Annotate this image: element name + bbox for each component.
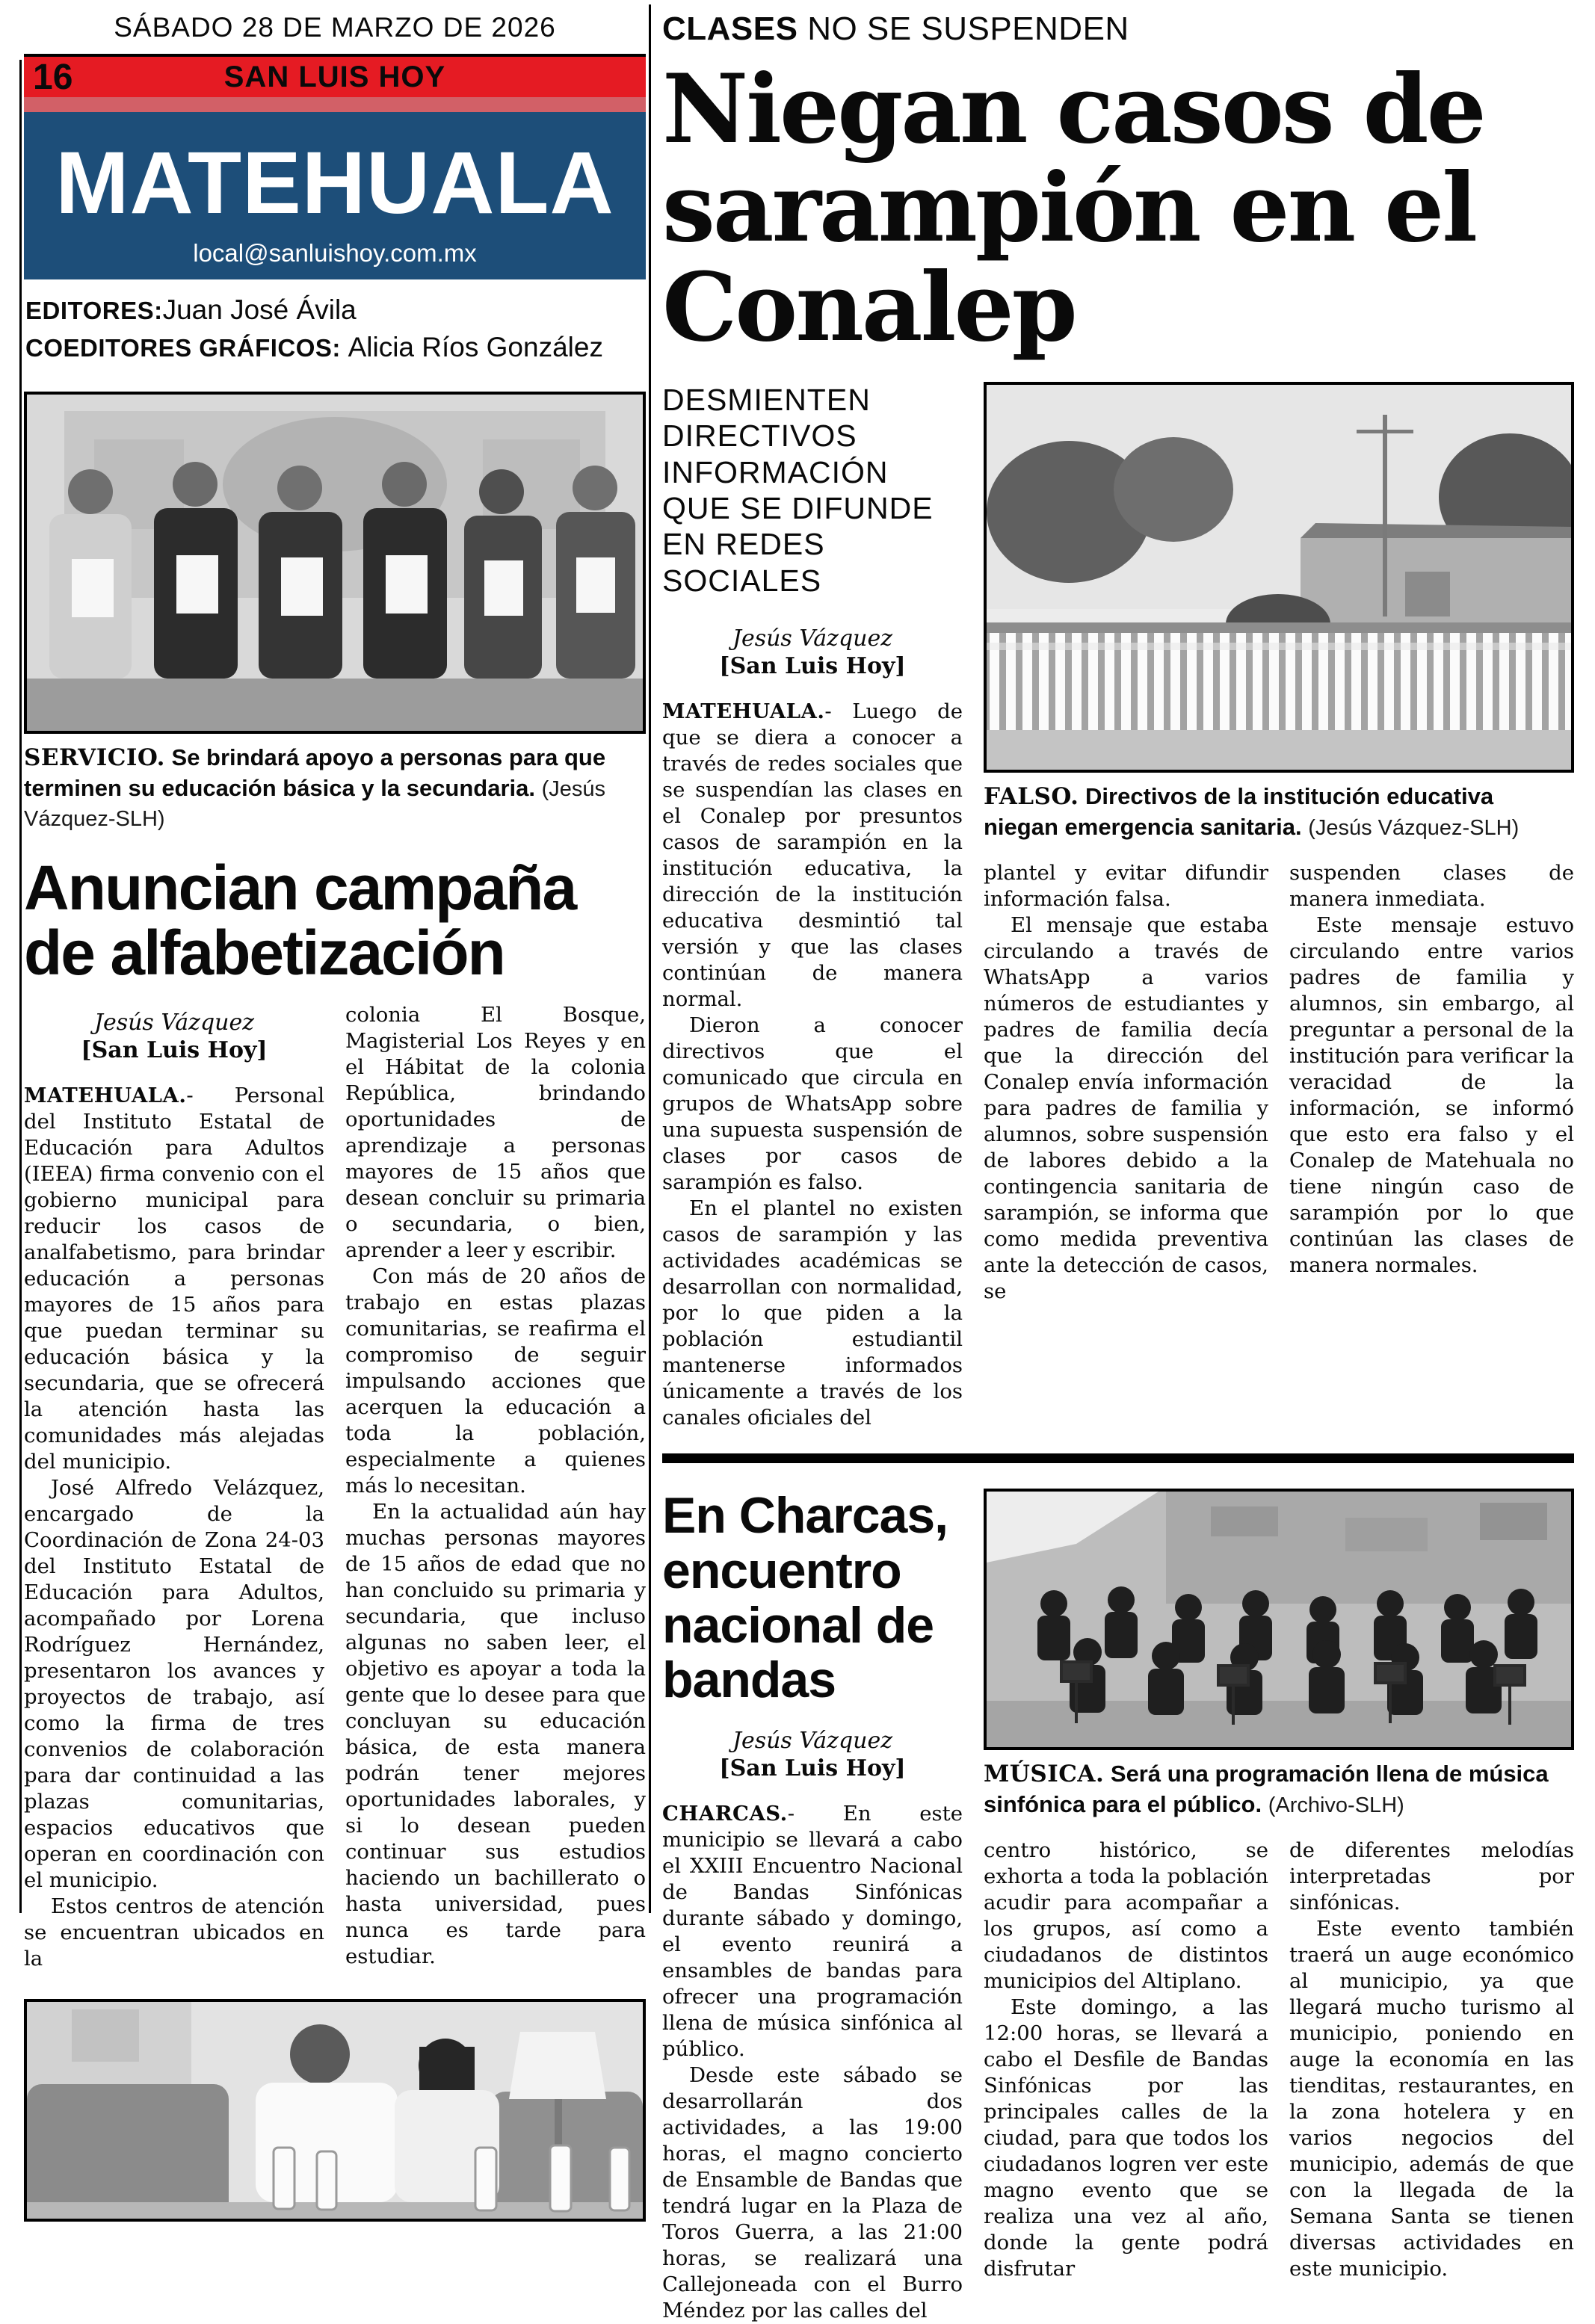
editors-block (24, 279, 646, 371)
column-paragraphs (345, 1002, 646, 1970)
byline-author: Jesús Vázquez (93, 1010, 255, 1036)
left-article-headline: Anuncian campaña de alfabetización (24, 852, 576, 989)
charcas-left-column (662, 1489, 963, 2324)
left-article-body (24, 1002, 646, 1972)
byline (24, 1010, 324, 1063)
charcas-article-layout (662, 1489, 1574, 2324)
brand-banner (24, 54, 646, 97)
section-title: MATEHUALA (55, 134, 614, 232)
paragraph: Estos centros de atención se encuentran ubicados en la (24, 1894, 324, 1971)
paragraph: Este mensaje estuvo circulando entre varios padres de familia y alumnos, sin embargo, al preguntar a personal de la institución para verificar la veracidad de la información, se informó que esto era falso y el Conalep de Matehuala no tiene ningún caso de sarampión por lo que continúan las clases de manera normales. (1289, 912, 1574, 1277)
paragraph: centro histórico, se exhorta a toda la población acudir para acompañar a los grupos, así como a ciudadanos de distintos municipios del Altiplano. (984, 1838, 1268, 1993)
photo-caption-musica (984, 1759, 1574, 1820)
main-article-deck: DESMIENTEN DIRECTIVOS INFORMACIÓN QUE SE DIFUNDE EN REDES SOCIALES (662, 382, 934, 598)
byline-author: Jesús Vázquez (732, 625, 893, 652)
photo-caption-falso (984, 782, 1574, 842)
paragraph: Desde este sábado se desarrollarán dos actividades, a las 19:00 horas, el magno concierto de Ensamble de Bandas que tendrá lugar en la Plaza de Toros Guerra, a las 21:00 horas, se realizará una Callejoneada con el Burro Méndez por las calles del (662, 2062, 963, 2323)
column-paragraphs (662, 699, 963, 1431)
paragraph: Dieron a conocer directivos que el comunicado que circula en grupos de WhatsApp sobre una supuesta suspensión de clases por casos de sarampión es falso. (662, 1013, 963, 1195)
caption-label: MÚSICA. (984, 1761, 1105, 1788)
column-paragraphs (1289, 1838, 1574, 2282)
coeditors-line: COEDITORES GRÁFICOS: Alicia Ríos González (25, 331, 603, 362)
paragraph: Con más de 20 años de trabajo en estas plazas comunitarias, se reafirma el compromiso de seguir impulsando acciones que acerquen la educación a toda la población, especialmente a quienes más lo necesitan. (345, 1264, 646, 1498)
banner-accent-strip (24, 97, 646, 112)
left-article-column-1 (24, 1002, 324, 1972)
main-article-layout (662, 382, 1574, 1431)
caption-credit: (Archivo-SLH) (1268, 1793, 1404, 1817)
charcas-right-column (984, 1489, 1574, 2324)
caption-text: Se brindará apoyo a personas para que terminen su educación básica y la secundaria. (24, 744, 606, 801)
section-email: local@sanluishoy.com.mx (193, 239, 477, 267)
byline (662, 1728, 963, 1781)
caption-label: SERVICIO. (24, 744, 165, 771)
brand-name: SAN LUIS HOY (223, 60, 446, 93)
caption-label: FALSO. (984, 782, 1079, 810)
caption-text: Directivos de la institución educativa niegan emergencia sanitaria. (984, 782, 1494, 840)
column-paragraphs (24, 1083, 324, 1972)
photo-meeting-illustration (27, 2002, 643, 2219)
caption-credit: (Jesús Vázquez-SLH) (1308, 815, 1520, 840)
photo-agreement-illustration (27, 395, 643, 731)
page-number: 16 (33, 57, 73, 97)
main-article-right-column (984, 382, 1574, 1431)
paragraph: El mensaje que estaba circulando a través de WhatsApp a varios números de estudiantes y padres de familia decía que la dirección del Conalep envía información para padres de familia y alumnos, sobre suspensión de labores debido a la contingencia sanitaria de sarampión, se informa que como medida preventiva ante la detección de casos, se (984, 912, 1268, 1303)
paragraph: MATEHUALA.- Personal del Instituto Estatal de Educación para Adultos (IEEA) firma convenio con el gobierno municipal para reducir los casos de analfabetismo, para brindar educación a personas mayores de 15 años para que puedan terminar su educación básica y la secundaria, que se ofrecerá la atención hasta las comunidades más alejadas del municipio. (24, 1084, 324, 1474)
photo-band-illustration (987, 1492, 1571, 1747)
paragraph: colonia El Bosque, Magisterial Los Reyes y en el Hábitat de la colonia República, brindando oportunidades de aprendizaje a personas mayores de 15 años que desean concluir su primaria o secundaria, o bien, aprender a leer y escribir. (345, 1003, 646, 1263)
kicker-bold: CLASES (662, 10, 798, 47)
byline-outlet: [San Luis Hoy] (719, 1755, 906, 1781)
byline-outlet: [San Luis Hoy] (719, 653, 906, 680)
main-article-continuation (984, 860, 1574, 1305)
paragraph: plantel y evitar difundir información falsa. (984, 860, 1268, 911)
left-article-column-2 (345, 1002, 646, 1972)
editors-line: EDITORES:Juan José Ávila (25, 294, 357, 325)
byline-author: Jesús Vázquez (732, 1727, 893, 1754)
paragraph: de diferentes melodías interpretadas por sinfónicas. (1289, 1838, 1574, 1914)
caption-credit: (Jesús Vázquez-SLH) (24, 776, 606, 831)
left-section (24, 6, 646, 2222)
right-section (662, 6, 1574, 2324)
paragraph: En la actualidad aún hay muchas personas mayores de 15 años de edad que no han concluido su primaria y secundaria, que incluso algunas no saben leer, el objetivo es apoyar a toda la gente que lo desee para que concluyan su educación básica, de esta manera podrán tener mejores oportunidades laborales, y si lo desean pueden continuar sus estudios haciendo un bachillerato o hasta universidad, pues nunca es tarde para estudiar. (345, 1500, 646, 1969)
section-divider-rule (649, 4, 651, 1913)
column-paragraphs (984, 1838, 1268, 2282)
charcas-headline: En Charcas, encuentro nacional de bandas (662, 1487, 948, 1709)
main-article-headline: Niegan casos de sarampión en el Conalep (662, 54, 1484, 362)
main-article-left-column (662, 382, 963, 1431)
paragraph: José Alfredo Velázquez, encargado de la Coordinación de Zona 24-03 del Instituto Estatal de Educación para Adultos, acompañado por Lorena Rodríguez Hernández, presentaron los avances y proyectos de trabajo, así como la firma de tres convenios de colaboración para dar continuidad a las plazas comunitarias, espacios educativos que operan en coordinación con el municipio. (24, 1476, 324, 1893)
photo-officials-meeting (24, 1999, 646, 2222)
paragraph: suspenden clases de manera inmediata. (1289, 860, 1574, 911)
photo-band-concert (984, 1489, 1574, 1750)
section-masthead (24, 112, 646, 279)
paragraph: Este domingo, a las 12:00 horas, se llevará a cabo el Desfile de Bandas Sinfónicas por las principales calles de la ciudad, para que todos los ciudadanos logren ver este magno evento que se realiza una vez al año, donde la gente podrá disfrutar (984, 1994, 1268, 2281)
edition-date: SÁBADO 28 DE MARZO DE 2026 (114, 12, 556, 43)
photo-school-fence (984, 382, 1574, 773)
column-paragraphs (984, 860, 1268, 1305)
main-article-kicker (662, 6, 1574, 48)
charcas-continuation (984, 1838, 1574, 2282)
paragraph: En el plantel no existen casos de sarampión y las actividades académicas se desarrollan con normalidad, por lo que piden a la población estudiantil mantenerse informados únicamente a través de los canales oficiales del (662, 1196, 963, 1430)
photo-caption-servicio (24, 743, 646, 833)
page-left-rule (19, 60, 22, 1913)
byline (662, 625, 963, 679)
byline-outlet: [San Luis Hoy] (81, 1037, 268, 1064)
section-separator-bar (662, 1453, 1574, 1463)
paragraph: MATEHUALA.- Luego de que se diera a conocer a través de redes sociales que se suspendían las clases en el Conalep por presuntos casos de sarampión en la institución educativa, la dirección de la institución educativa desmintió tal versión y que las clases continúan de manera normal. (662, 699, 963, 1012)
photo-agreement-signing (24, 392, 646, 734)
kicker-rest: NO SE SUSPENDEN (798, 10, 1129, 47)
column-paragraphs (1289, 860, 1574, 1305)
column-paragraphs (662, 1801, 963, 2324)
caption-text: Será una programación llena de música sinfónica para el público. (984, 1761, 1549, 1817)
photo-school-illustration (987, 385, 1571, 770)
paragraph: Este evento también traerá un auge económico al municipio, ya que llegará mucho turismo al municipio, poniendo en auge la economía en las tienditas, restaurantes, en la zona hotelera y en varios negocios del municipio, además de que con la llegada de la Semana Santa se tienen diversas actividades en este municipio. (1289, 1916, 1574, 2281)
paragraph: CHARCAS.- En este municipio se llevará a cabo el XXIII Encuentro Nacional de Bandas Sinfónicas durante sábado y domingo, el evento reunirá a ensambles de bandas para ofrecer una programación llena de música sinfónica al público. (662, 1801, 963, 2061)
